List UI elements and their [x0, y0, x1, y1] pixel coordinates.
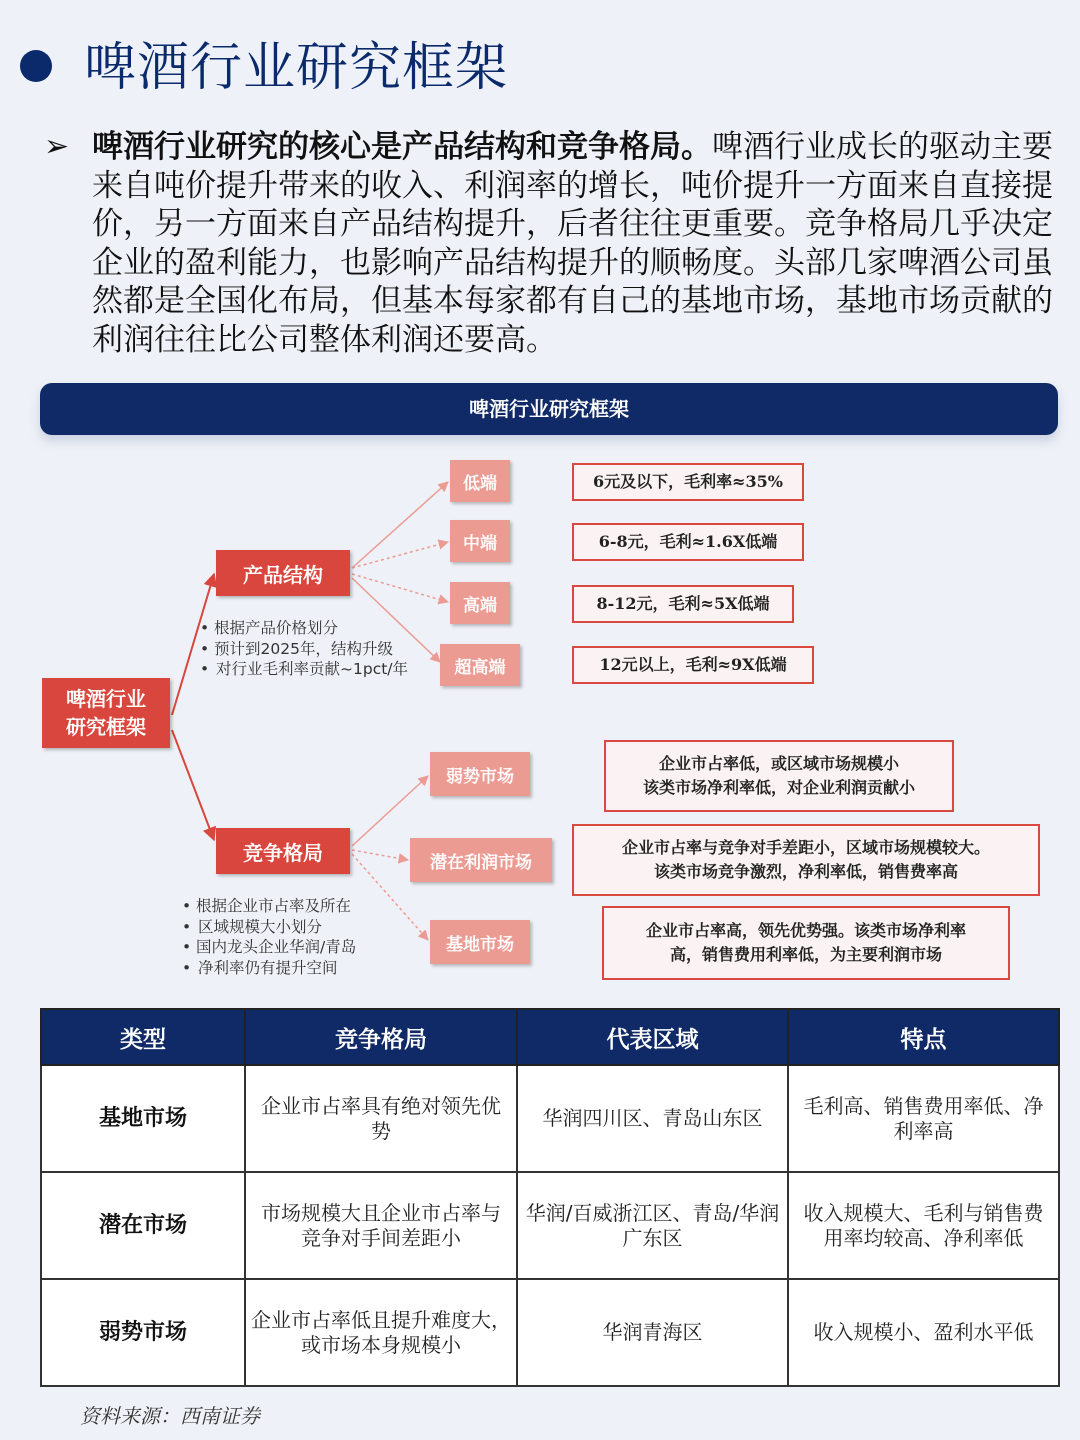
table-row — [41, 1065, 1059, 1172]
competition-note: • 净利率仍有提升空间 — [182, 958, 356, 979]
tier-high-desc: 8-12元，毛利≈5X低端 — [572, 585, 794, 623]
tier-low-desc: 6元及以下，毛利率≈35% — [572, 463, 804, 501]
market-potential-desc: 企业市占率与竞争对手差距小，区域市场规模较大。 该类市场竞争激烈，净利率低，销售费率高 — [572, 824, 1040, 896]
competition-note: • 国内龙头企业华润/青岛 — [182, 937, 356, 958]
table-row — [41, 1172, 1059, 1279]
cell-type: 弱势市场 — [41, 1279, 245, 1386]
page-title: 啤酒行业研究框架 — [84, 38, 509, 98]
source-note: 资料来源：西南证券 — [80, 1404, 260, 1428]
market-type-table — [40, 1008, 1060, 1387]
cell-competition: 企业市占率低且提升难度大， 或市场本身规模小 — [245, 1279, 517, 1386]
cell-feature: 收入规模小、盈利水平低 — [788, 1279, 1059, 1386]
market-weak: 弱势市场 — [430, 752, 530, 796]
intro-rest: 啤酒行业成长的驱动主要来自吨价提升带来的收入、利润率的增长，吨价提升一方面来自直接提价，另一方面来自产品结构提升，后者往往更重要。竞争格局几乎决定企业的盈利能力，也影响产品结构提升的顺畅度。头部几家啤酒公司虽然都是全国化布局，但基本每家都有自己的基地市场，基地市场贡献的利润往往比公司整体利润还要高。 — [92, 129, 1053, 358]
title-bullet-icon — [20, 50, 52, 82]
cell-competition: 市场规模大且企业市占率与 竞争对手间差距小 — [245, 1172, 517, 1279]
root-line-1: 啤酒行业 — [66, 687, 146, 711]
market-potential: 潜在利润市场 — [410, 838, 552, 882]
framework-diagram — [0, 440, 1080, 1000]
cell-type: 基地市场 — [41, 1065, 245, 1172]
competition-note: • 根据企业市占率及所在 — [182, 896, 356, 917]
table-header-row — [41, 1009, 1059, 1065]
cell-region: 华润青海区 — [517, 1279, 788, 1386]
competition-notes — [182, 896, 356, 978]
cell-type: 潜在市场 — [41, 1172, 245, 1279]
tier-low: 低端 — [450, 460, 510, 502]
cell-feature: 毛利高、销售费用率低、净 利率高 — [788, 1065, 1059, 1172]
product-notes — [200, 618, 408, 680]
intro-bold: 啤酒行业研究的核心是产品结构和竞争格局。 — [92, 129, 712, 165]
product-note: • 预计到2025年，结构升级 — [200, 639, 408, 660]
competition-node: 竞争格局 — [216, 828, 350, 874]
cell-competition: 企业市占率具有绝对领先优 势 — [245, 1065, 517, 1172]
competition-note: • 区域规模大小划分 — [182, 917, 356, 938]
header-competition: 竞争格局 — [245, 1009, 517, 1065]
tier-mid: 中端 — [450, 520, 510, 562]
cell-feature: 收入规模大、毛利与销售费 用率均较高、净利率低 — [788, 1172, 1059, 1279]
tier-mid-desc: 6-8元，毛利≈1.6X低端 — [572, 523, 804, 561]
market-base-desc: 企业市占率高，领先优势强。该类市场净利率 高，销售费用利率低，为主要利润市场 — [602, 906, 1010, 980]
cell-region: 华润/百威浙江区、青岛/华润 广东区 — [517, 1172, 788, 1279]
root-node — [42, 678, 170, 748]
root-line-2: 研究框架 — [66, 715, 146, 739]
header-region: 代表区域 — [517, 1009, 788, 1065]
tier-super-high: 超高端 — [440, 644, 520, 686]
intro-paragraph — [44, 128, 1056, 359]
diagram-banner: 啤酒行业研究框架 — [40, 383, 1058, 435]
product-note: • 对行业毛利率贡献~1pct/年 — [200, 659, 408, 680]
market-weak-desc: 企业市占率低，或区域市场规模小 该类市场净利率低，对企业利润贡献小 — [604, 740, 954, 812]
cell-region: 华润四川区、青岛山东区 — [517, 1065, 788, 1172]
arrow-bullet-icon: ➢ — [44, 129, 70, 164]
market-base: 基地市场 — [430, 920, 530, 964]
product-note: • 根据产品价格划分 — [200, 618, 408, 639]
tier-high: 高端 — [450, 582, 510, 624]
header-feature: 特点 — [788, 1009, 1059, 1065]
header-type: 类型 — [41, 1009, 245, 1065]
tier-super-high-desc: 12元以上，毛利≈9X低端 — [572, 646, 814, 684]
table-row — [41, 1279, 1059, 1386]
product-structure-node: 产品结构 — [216, 550, 350, 596]
